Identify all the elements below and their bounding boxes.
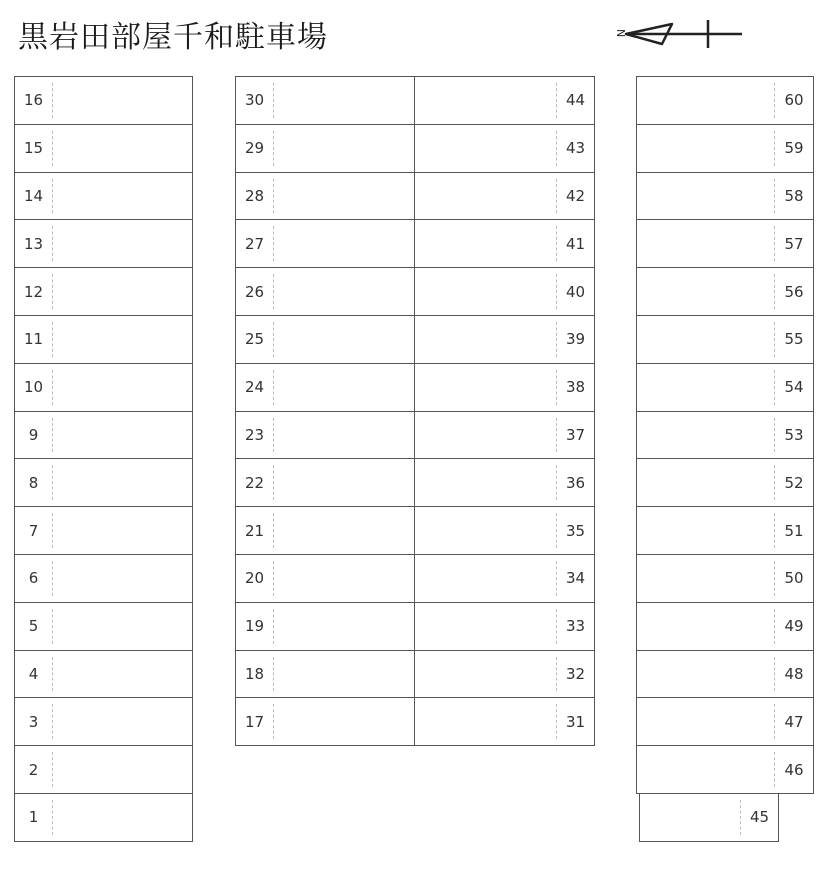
stall-divider bbox=[556, 131, 557, 166]
stall-number: 23 bbox=[244, 425, 265, 444]
stall-divider bbox=[774, 274, 775, 309]
stall-number: 19 bbox=[244, 617, 265, 636]
stall-divider bbox=[273, 131, 274, 166]
stall-number: 27 bbox=[244, 234, 265, 253]
stall-divider bbox=[556, 609, 557, 644]
stall-number: 37 bbox=[565, 425, 586, 444]
stall-number: 1 bbox=[28, 808, 39, 827]
stall-divider bbox=[273, 226, 274, 261]
stall-number: 25 bbox=[244, 330, 265, 349]
stall-number: 36 bbox=[565, 473, 586, 492]
stall-divider bbox=[774, 418, 775, 453]
stall-number: 55 bbox=[784, 330, 804, 349]
stall-divider bbox=[774, 83, 775, 118]
stall-divider bbox=[740, 800, 741, 835]
parking-stall bbox=[235, 76, 415, 125]
stall-divider bbox=[52, 274, 53, 309]
stall-number: 45 bbox=[749, 808, 770, 827]
parking-stall bbox=[636, 363, 814, 412]
stall-number: 56 bbox=[784, 282, 804, 301]
parking-stall bbox=[636, 602, 814, 651]
stall-number: 38 bbox=[565, 378, 586, 397]
parking-stall bbox=[14, 363, 193, 412]
stall-number: 17 bbox=[244, 712, 265, 731]
parking-stall bbox=[14, 411, 193, 460]
stall-number: 21 bbox=[244, 521, 265, 540]
parking-stall bbox=[235, 602, 415, 651]
stall-divider bbox=[556, 226, 557, 261]
stall-number: 2 bbox=[28, 760, 39, 779]
stall-number: 6 bbox=[28, 569, 39, 588]
stall-divider bbox=[273, 418, 274, 453]
parking-stall bbox=[14, 650, 193, 699]
stall-number: 52 bbox=[784, 473, 804, 492]
parking-stall bbox=[235, 315, 415, 364]
parking-stall bbox=[636, 267, 814, 316]
stall-number: 5 bbox=[28, 617, 39, 636]
parking-stall bbox=[14, 697, 193, 746]
parking-stall bbox=[636, 124, 814, 173]
parking-stall bbox=[414, 315, 595, 364]
parking-stall bbox=[636, 76, 814, 125]
stall-divider bbox=[556, 274, 557, 309]
stall-divider bbox=[52, 418, 53, 453]
stall-divider bbox=[273, 513, 274, 548]
stall-number: 20 bbox=[244, 569, 265, 588]
stall-number: 50 bbox=[784, 569, 804, 588]
parking-stall bbox=[14, 554, 193, 603]
stall-divider bbox=[52, 609, 53, 644]
stall-divider bbox=[774, 322, 775, 357]
stall-number: 58 bbox=[784, 186, 804, 205]
stall-number: 29 bbox=[244, 139, 265, 158]
parking-stall bbox=[235, 219, 415, 268]
parking-stall bbox=[636, 458, 814, 507]
stall-number: 16 bbox=[23, 91, 44, 110]
stall-divider bbox=[52, 561, 53, 596]
parking-stall bbox=[414, 363, 595, 412]
parking-stall bbox=[235, 554, 415, 603]
stall-divider bbox=[774, 609, 775, 644]
stall-number: 26 bbox=[244, 282, 265, 301]
stall-number: 48 bbox=[784, 664, 804, 683]
parking-stall bbox=[414, 172, 595, 221]
stall-divider bbox=[273, 179, 274, 214]
parking-stall bbox=[414, 650, 595, 699]
parking-stall bbox=[636, 315, 814, 364]
stall-number: 54 bbox=[784, 378, 804, 397]
stall-divider bbox=[774, 370, 775, 405]
stall-divider bbox=[774, 179, 775, 214]
stall-divider bbox=[556, 561, 557, 596]
stall-number: 13 bbox=[23, 234, 44, 253]
stall-number: 7 bbox=[28, 521, 39, 540]
parking-stall bbox=[235, 650, 415, 699]
stall-number: 24 bbox=[244, 378, 265, 397]
north-arrow-icon bbox=[612, 14, 747, 54]
parking-stall bbox=[14, 745, 193, 794]
stall-number: 9 bbox=[28, 425, 39, 444]
stall-number: 10 bbox=[23, 378, 44, 397]
stall-number: 40 bbox=[565, 282, 586, 301]
parking-stall bbox=[235, 363, 415, 412]
parking-stall bbox=[414, 267, 595, 316]
stall-divider bbox=[273, 657, 274, 692]
stall-divider bbox=[52, 226, 53, 261]
parking-stall bbox=[14, 315, 193, 364]
stall-divider bbox=[774, 561, 775, 596]
stall-number: 35 bbox=[565, 521, 586, 540]
parking-stall bbox=[639, 793, 779, 842]
stall-number: 46 bbox=[784, 760, 804, 779]
stall-divider bbox=[774, 465, 775, 500]
stall-number: 53 bbox=[784, 425, 804, 444]
parking-stall bbox=[235, 506, 415, 555]
stall-divider bbox=[774, 513, 775, 548]
stall-divider bbox=[52, 179, 53, 214]
parking-stall bbox=[235, 124, 415, 173]
stall-number: 4 bbox=[28, 664, 39, 683]
parking-stall bbox=[14, 76, 193, 125]
stall-divider bbox=[52, 322, 53, 357]
stall-number: 33 bbox=[565, 617, 586, 636]
stall-divider bbox=[556, 322, 557, 357]
stall-number: 34 bbox=[565, 569, 586, 588]
parking-stall bbox=[414, 76, 595, 125]
stall-divider bbox=[52, 800, 53, 835]
stall-divider bbox=[774, 226, 775, 261]
stall-number: 49 bbox=[784, 617, 804, 636]
stall-number: 8 bbox=[28, 473, 39, 492]
parking-stall bbox=[414, 697, 595, 746]
stall-divider bbox=[556, 513, 557, 548]
parking-stall bbox=[636, 411, 814, 460]
stall-divider bbox=[52, 752, 53, 787]
parking-stall bbox=[636, 172, 814, 221]
parking-stall bbox=[636, 697, 814, 746]
stall-divider bbox=[273, 370, 274, 405]
stall-divider bbox=[52, 657, 53, 692]
parking-stall bbox=[636, 745, 814, 794]
parking-stall bbox=[414, 506, 595, 555]
stall-number: 12 bbox=[23, 282, 44, 301]
stall-divider bbox=[774, 704, 775, 739]
stall-number: 31 bbox=[565, 712, 586, 731]
stall-divider bbox=[556, 704, 557, 739]
stall-divider bbox=[273, 704, 274, 739]
stall-divider bbox=[556, 418, 557, 453]
stall-number: 39 bbox=[565, 330, 586, 349]
parking-stall bbox=[636, 554, 814, 603]
stall-divider bbox=[273, 609, 274, 644]
parking-stall bbox=[235, 267, 415, 316]
stall-divider bbox=[556, 370, 557, 405]
parking-stall bbox=[636, 219, 814, 268]
stall-divider bbox=[556, 83, 557, 118]
stall-divider bbox=[273, 83, 274, 118]
stall-divider bbox=[556, 179, 557, 214]
stall-divider bbox=[52, 131, 53, 166]
stall-number: 30 bbox=[244, 91, 265, 110]
stall-number: 11 bbox=[23, 330, 44, 349]
stall-number: 41 bbox=[565, 234, 586, 253]
parking-stall bbox=[14, 124, 193, 173]
parking-stall bbox=[414, 602, 595, 651]
stall-divider bbox=[273, 465, 274, 500]
parking-stall bbox=[414, 219, 595, 268]
stall-number: 28 bbox=[244, 186, 265, 205]
stall-divider bbox=[774, 131, 775, 166]
stall-divider bbox=[774, 657, 775, 692]
stall-number: 14 bbox=[23, 186, 44, 205]
stall-number: 59 bbox=[784, 139, 804, 158]
stall-divider bbox=[556, 465, 557, 500]
parking-stall bbox=[14, 267, 193, 316]
parking-stall bbox=[235, 458, 415, 507]
parking-stall bbox=[235, 172, 415, 221]
north-label: N bbox=[614, 29, 627, 38]
parking-stall bbox=[14, 219, 193, 268]
stall-divider bbox=[52, 513, 53, 548]
stall-divider bbox=[273, 274, 274, 309]
stall-number: 44 bbox=[565, 91, 586, 110]
parking-stall bbox=[14, 506, 193, 555]
parking-stall bbox=[414, 554, 595, 603]
stall-divider bbox=[52, 370, 53, 405]
stall-number: 18 bbox=[244, 664, 265, 683]
stall-divider bbox=[774, 752, 775, 787]
parking-stall bbox=[414, 411, 595, 460]
parking-stall bbox=[14, 602, 193, 651]
stall-divider bbox=[52, 704, 53, 739]
stall-number: 51 bbox=[784, 521, 804, 540]
stall-number: 47 bbox=[784, 712, 804, 731]
parking-stall bbox=[235, 697, 415, 746]
parking-stall bbox=[414, 458, 595, 507]
parking-stall bbox=[636, 506, 814, 555]
page-title: 黒岩田部屋千和駐車場 bbox=[18, 20, 328, 55]
stall-number: 3 bbox=[28, 712, 39, 731]
stall-divider bbox=[273, 561, 274, 596]
parking-stall bbox=[14, 793, 193, 842]
stall-divider bbox=[556, 657, 557, 692]
parking-stall bbox=[14, 458, 193, 507]
parking-stall bbox=[414, 124, 595, 173]
stall-divider bbox=[52, 465, 53, 500]
stall-number: 22 bbox=[244, 473, 265, 492]
stall-number: 42 bbox=[565, 186, 586, 205]
stall-number: 15 bbox=[23, 139, 44, 158]
parking-stall bbox=[235, 411, 415, 460]
parking-stall bbox=[14, 172, 193, 221]
stall-number: 43 bbox=[565, 139, 586, 158]
stall-divider bbox=[273, 322, 274, 357]
stall-number: 60 bbox=[784, 91, 804, 110]
parking-stall bbox=[636, 650, 814, 699]
stall-number: 57 bbox=[784, 234, 804, 253]
stall-number: 32 bbox=[565, 664, 586, 683]
stall-divider bbox=[52, 83, 53, 118]
